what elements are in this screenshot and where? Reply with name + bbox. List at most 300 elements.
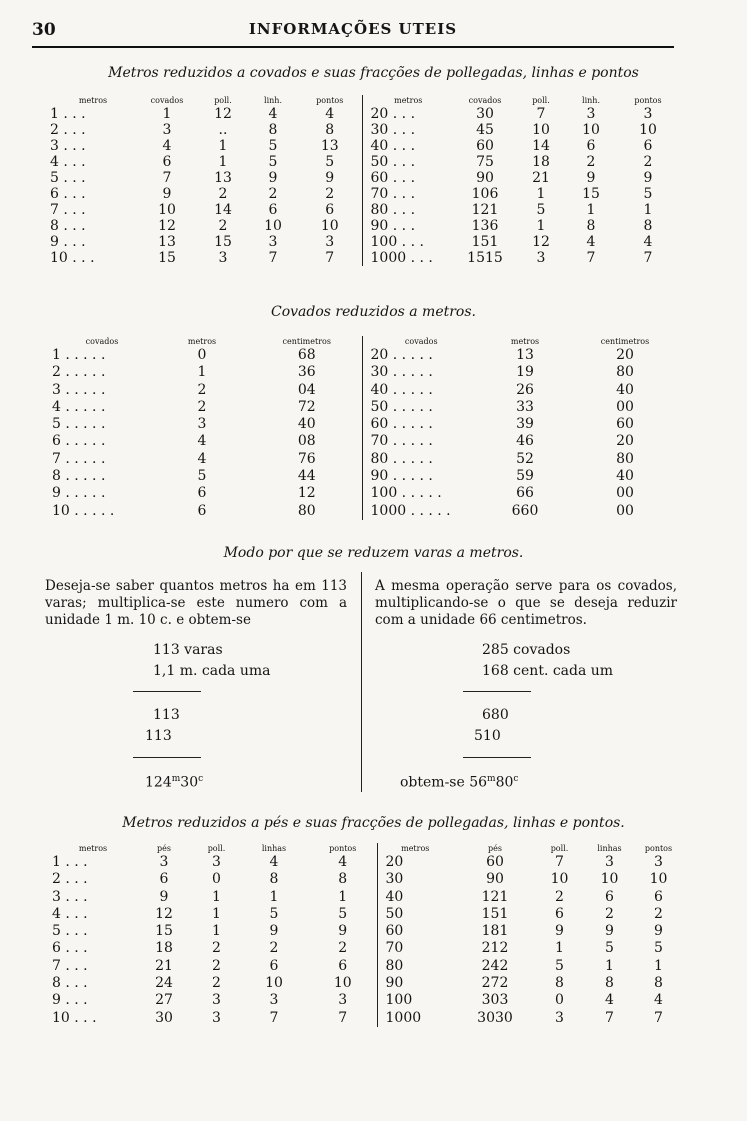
table-cell: 15 (214, 234, 232, 250)
table-cell: 151 (481, 905, 509, 922)
table-cell: 70 . . . (362, 186, 454, 202)
table-cell: 30 . . . (362, 122, 454, 138)
table-cell: 75 (476, 154, 494, 170)
table-cell: 08 (297, 433, 316, 450)
right-result: obtem-se 56$^m$80$^c$ (400, 774, 519, 791)
table-row (52, 433, 680, 450)
table-cell: 100 (377, 992, 453, 1009)
table-cell: 181 (481, 923, 509, 940)
table-cell: 1 (212, 905, 221, 922)
table-cell: 6 . . . (50, 186, 86, 202)
table-row (52, 485, 680, 502)
table-cell: 2 (555, 888, 564, 905)
table-cell: 9 (643, 170, 653, 186)
table-cell: 60 . . . (362, 170, 454, 186)
table-cell: 9 (605, 923, 614, 940)
table-cell: 4 (197, 433, 207, 450)
table-cell: 1515 (467, 250, 503, 266)
table-cell: 40 (297, 416, 316, 433)
table-cell: 4 (586, 234, 596, 250)
table-cell: .. (218, 122, 228, 138)
column-header: poll. (207, 844, 226, 853)
table-cell: 3 . . . (50, 138, 86, 154)
table-cell: 36 (297, 364, 316, 381)
table-cell: 8 (643, 218, 653, 234)
table-cell: 1000 (377, 1010, 453, 1027)
table-row (52, 871, 680, 888)
table-cell: 0 (197, 347, 207, 363)
table-cell: 46 (516, 433, 534, 450)
table-row (52, 906, 680, 923)
table-cell: 10 (600, 871, 619, 888)
table-cell: 5 . . . (50, 170, 86, 186)
table-cell: 10 (320, 218, 339, 234)
table-cell: 1 (269, 888, 279, 905)
table-cell: 5 (654, 940, 663, 957)
table-cell: 72 (297, 398, 316, 415)
table-cell: 2 (197, 398, 207, 415)
table-cell: 4 . . . (50, 154, 86, 170)
table-cell: 4 (269, 854, 279, 870)
table-cell: 212 (481, 940, 509, 957)
column-header: linhas (597, 844, 622, 853)
table-cell: 2 (325, 186, 335, 202)
column-header: pontos (329, 844, 357, 853)
table-row (52, 889, 680, 906)
table-cell: 90 (377, 975, 453, 992)
table-cell: 5 (338, 905, 348, 922)
table-cell: 2 (212, 957, 221, 974)
table-cell: 7 (643, 250, 653, 266)
table-cell: 1 (212, 923, 221, 940)
table-cell: 2 . . . . . (52, 364, 106, 381)
table-cell: 0 (212, 871, 221, 888)
table-cell: 40 (616, 468, 634, 485)
table-cell: 1 (555, 940, 564, 957)
table-cell: 30 (377, 871, 453, 888)
table-cell: 40 . . . . . (362, 382, 480, 399)
table-cell: 3030 (477, 1009, 513, 1026)
table-cell: 80 (377, 958, 453, 975)
table-cell: 80 (616, 364, 634, 381)
table-row (52, 347, 680, 364)
table-cell: 12 (155, 905, 173, 922)
table-cell: 5 (605, 940, 614, 957)
table-cell: 39 (516, 416, 534, 433)
metros-pes-table (52, 843, 680, 1027)
table-cell: 19 (516, 364, 534, 381)
table-cell: 60 (476, 138, 494, 154)
column-header: pontos (644, 844, 673, 853)
modo-title: Modo por que se reduzem varas a metros. (223, 545, 524, 561)
table-cell: 10 (582, 122, 600, 138)
table-cell: 10 (639, 122, 657, 138)
table-cell: 7 (338, 1009, 348, 1026)
column-header: poll. (214, 96, 232, 105)
table-cell: 40 (377, 889, 453, 906)
table-cell: 7 (555, 854, 564, 870)
table-cell: 121 (481, 888, 509, 905)
left-calc-line-1: 113 varas (153, 642, 223, 658)
table-cell: 2 (605, 905, 614, 922)
table-cell: 15 (582, 186, 600, 202)
table-cell: 4 (338, 854, 348, 870)
table-cell: 8 (654, 975, 663, 992)
table-row (52, 364, 680, 381)
table-cell: 3 (197, 416, 207, 433)
table-cell: 7 (325, 250, 335, 266)
column-header: pés (488, 844, 502, 853)
table-cell: 21 (155, 957, 173, 974)
column-header: linh. (582, 96, 600, 105)
table-row (50, 186, 680, 202)
table-cell: 3 (605, 854, 614, 870)
table-cell: 10 (158, 202, 176, 218)
table-cell: 9 (555, 923, 564, 940)
table-cell: 3 (268, 234, 278, 250)
table-cell: 4 . . . . . (52, 398, 106, 415)
table-cell: 1 (586, 202, 596, 218)
table-cell: 2 (212, 940, 221, 957)
table-cell: 30 . . . . . (362, 364, 480, 381)
table-cell: 50 (377, 906, 453, 923)
table-cell: 12 (158, 218, 176, 234)
table-row (50, 170, 680, 186)
table-cell: 40 . . . (362, 138, 454, 154)
table-cell: 4 (197, 450, 207, 467)
table-cell: 9 . . . (50, 234, 86, 250)
table-cell: 5 (325, 154, 335, 170)
table-cell: 6 (586, 138, 596, 154)
column-header: pontos (634, 96, 662, 105)
table-row (52, 503, 680, 520)
table-cell: 2 (586, 154, 596, 170)
right-rule-1 (463, 691, 531, 692)
table-row (50, 138, 680, 154)
table-cell: 4 . . . (52, 905, 88, 922)
table-cell: 4 (268, 106, 278, 122)
table-cell: 52 (516, 450, 534, 467)
table-cell: 80 . . . (362, 202, 454, 218)
table-cell: 1 (162, 106, 172, 122)
table-cell: 20 (616, 347, 634, 363)
table-cell: 59 (516, 468, 534, 485)
table-cell: 5 . . . . . (52, 416, 106, 433)
table-row (50, 234, 680, 250)
table-cell: 14 (532, 138, 550, 154)
table-cell: 8 . . . (52, 975, 88, 992)
table-cell: 3 (269, 992, 279, 1009)
table-cell: 3 . . . (52, 888, 88, 905)
table-cell: 15 (155, 923, 173, 940)
column-header: linh. (264, 96, 282, 105)
column-header: pontos (316, 96, 344, 105)
table-cell: 8 (269, 871, 279, 888)
table-cell: 18 (532, 154, 550, 170)
table-cell: 60 (616, 416, 634, 433)
table-cell: 5 (536, 202, 546, 218)
table-cell: 6 (555, 905, 564, 922)
table-cell: 9 (269, 923, 279, 940)
table-cell: 10 . . . . . (52, 502, 115, 519)
table-cell: 3 (218, 250, 228, 266)
table-cell: 121 (471, 202, 499, 218)
table-cell: 80 (297, 502, 316, 519)
table-cell: 6 (162, 154, 172, 170)
table-cell: 10 (550, 871, 569, 888)
table-cell: 20 (616, 433, 634, 450)
table-row (52, 940, 680, 957)
table-cell: 3 (654, 854, 663, 870)
table-cell: 1 (212, 888, 221, 905)
running-title: INFORMAÇÕES UTEIS (248, 20, 458, 38)
table-cell: 4 (162, 138, 172, 154)
table-cell: 2 . . . (52, 871, 88, 888)
table-cell: 2 (197, 381, 207, 398)
table-cell: 10 (532, 122, 550, 138)
table3-title: Metros reduzidos a pés e suas fracções de pollegadas, linhas e pontos. (122, 815, 625, 831)
table-cell: 9 (268, 170, 278, 186)
column-header: covados (85, 337, 119, 346)
table-cell: 303 (481, 992, 509, 1009)
table-cell: 5 . . . (52, 923, 88, 940)
table-cell: 4 (654, 992, 663, 1009)
table-cell: 9 (162, 186, 172, 202)
table-cell: 3 (555, 1009, 564, 1026)
table-cell: 7 (162, 170, 172, 186)
table-cell: 90 (486, 871, 504, 888)
table-cell: 00 (616, 398, 634, 415)
right-calc-line-3: 680 (482, 707, 509, 723)
table2-title: Covados reduzidos a metros. (271, 304, 476, 320)
table-cell: 10 . . . (50, 250, 95, 266)
table-cell: 5 (643, 186, 653, 202)
table-cell: 60 . . . . . (362, 416, 480, 433)
left-paragraph: Deseja-se saber quantos metros ha em 113 varas; multiplica-se este numero com a unidade 1 m. 10 c. e obtem-se (45, 578, 347, 628)
table-cell: 7 (268, 250, 278, 266)
table-row (52, 958, 680, 975)
table-cell: 80 . . . . . (362, 451, 480, 468)
table-cell: 26 (516, 381, 534, 398)
table-cell: 3 (586, 106, 596, 122)
table-cell: 68 (297, 347, 316, 363)
table-row (52, 416, 680, 433)
table-cell: 6 . . . . . (52, 433, 106, 450)
table-cell: 24 (155, 975, 173, 992)
table-cell: 90 . . . (362, 218, 454, 234)
table-cell: 10 . . . (52, 1009, 97, 1026)
table-cell: 3 (643, 106, 653, 122)
table-cell: 2 (212, 975, 221, 992)
table-cell: 15 (158, 250, 176, 266)
table-row (50, 122, 680, 138)
table-cell: 8 (268, 122, 278, 138)
table-cell: 3 (159, 854, 169, 870)
table-cell: 1 (338, 888, 348, 905)
table-cell: 2 . . . (50, 122, 86, 138)
page-header (32, 18, 674, 48)
table-cell: 1 . . . (52, 854, 88, 870)
table-cell: 272 (481, 975, 509, 992)
table-row (52, 468, 680, 485)
table-cell: 76 (297, 450, 316, 467)
page-number: 30 (32, 20, 56, 40)
table-cell: 7 . . . (52, 957, 88, 974)
column-header: covados (468, 96, 502, 105)
table-cell: 66 (516, 485, 534, 502)
table-row (52, 451, 680, 468)
column-header: covados (150, 96, 184, 105)
table-cell: 6 (269, 957, 279, 974)
table-cell: 5 (268, 154, 278, 170)
column-divider (361, 572, 362, 792)
left-rule-1 (133, 691, 201, 692)
table-row (52, 382, 680, 399)
table-cell: 21 (532, 170, 550, 186)
table-row (50, 250, 680, 266)
left-calc-line-4: 113 (145, 728, 172, 744)
table-cell: 106 (471, 186, 499, 202)
table-cell: 3 (212, 992, 221, 1009)
table1-title: Metros reduzidos a covados e suas fracções de pollegadas, linhas e pontos (108, 65, 639, 81)
right-rule-2 (463, 757, 531, 758)
table-cell: 1 (654, 957, 663, 974)
table-cell: 6 . . . (52, 940, 88, 957)
table-cell: 9 (586, 170, 596, 186)
table-cell: 50 . . . (362, 154, 454, 170)
left-calc-line-2: 1,1 m. cada uma (153, 663, 271, 679)
table-cell: 1 . . . (50, 106, 86, 122)
table-cell: 5 (269, 905, 279, 922)
column-header: poll. (532, 96, 550, 105)
table-cell: 44 (297, 468, 316, 485)
table-cell: 14 (214, 202, 232, 218)
right-paragraph: A mesma operação serve para os covados, multiplicando-se o que se deseja reduzir com a unidade 66 centimetros. (375, 578, 677, 628)
table-cell: 50 . . . . . (362, 399, 480, 416)
table-cell: 10 (265, 975, 283, 992)
table-cell: 80 (616, 450, 634, 467)
table-row (50, 154, 680, 170)
table-cell: 9 (325, 170, 335, 186)
table-cell: 33 (516, 398, 534, 415)
table-cell: 7 (536, 106, 546, 122)
table-cell: 1 (536, 186, 546, 202)
table-cell: 151 (471, 234, 499, 250)
table-cell: 9 . . . (52, 992, 88, 1009)
table-row (50, 202, 680, 218)
table-cell: 8 (338, 871, 348, 888)
table-cell: 3 (325, 234, 335, 250)
table-cell: 1 (218, 138, 228, 154)
table-cell: 4 (643, 234, 653, 250)
table-cell: 1 . . . . . (52, 347, 106, 363)
table-cell: 9 (654, 923, 663, 940)
table-cell: 13 (320, 138, 339, 154)
table-cell: 3 (212, 854, 221, 870)
column-header: metros (510, 337, 540, 346)
table-cell: 4 (605, 992, 614, 1009)
table-cell: 6 (325, 202, 335, 218)
table-cell: 00 (616, 502, 634, 519)
table-cell: 660 (511, 502, 539, 519)
right-calc-line-4: 510 (474, 728, 501, 744)
table-cell: 100 . . . (362, 234, 454, 250)
table-cell: 8 (325, 122, 335, 138)
table-cell: 9 (159, 888, 169, 905)
table-cell: 1 (605, 957, 614, 974)
table-cell: 1 (643, 202, 653, 218)
table-row (52, 992, 680, 1009)
table-cell: 2 (654, 905, 663, 922)
table-cell: 20 . . . (362, 106, 454, 122)
table-cell: 27 (155, 992, 173, 1009)
table-cell: 5 (268, 138, 278, 154)
column-header: metros (362, 95, 454, 106)
table-cell: 7 (586, 250, 596, 266)
table-row (52, 1010, 680, 1027)
table-cell: 20 . . . . . (362, 347, 480, 364)
table-cell: 10 (264, 218, 282, 234)
column-header: linhas (261, 844, 287, 853)
table-cell: 04 (297, 381, 316, 398)
table-row (50, 218, 680, 234)
table-cell: 6 (268, 202, 278, 218)
table-row (52, 399, 680, 416)
left-rule-2 (133, 757, 201, 758)
table-cell: 6 (643, 138, 653, 154)
table-cell: 9 . . . . . (52, 485, 106, 502)
column-header: metros (78, 96, 108, 105)
table-cell: 3 (338, 992, 348, 1009)
table-cell: 8 (605, 975, 614, 992)
table-cell: 6 (197, 502, 207, 519)
table-cell: 3 (536, 250, 546, 266)
table-cell: 13 (214, 170, 232, 186)
table-row (52, 854, 680, 871)
table-cell: 5 (555, 957, 564, 974)
table-cell: 2 (269, 940, 279, 957)
table-cell: 13 (158, 234, 176, 250)
table-cell: 8 . . . (50, 218, 86, 234)
table-cell: 12 (297, 485, 316, 502)
table-cell: 2 (268, 186, 278, 202)
table-cell: 2 (218, 186, 228, 202)
table-cell: 12 (532, 234, 550, 250)
table-cell: 2 (338, 940, 348, 957)
column-header: pés (157, 844, 171, 853)
table-cell: 90 (476, 170, 494, 186)
table-cell: 1000 . . . (362, 250, 454, 266)
table-cell: 7 (269, 1009, 279, 1026)
table-cell: 3 (212, 1009, 221, 1026)
column-header: metros (187, 337, 217, 346)
table-row (52, 975, 680, 992)
table-cell: 70 (377, 940, 453, 957)
left-calc-line-3: 113 (153, 707, 180, 723)
right-calc-line-1: 285 covados (482, 642, 571, 658)
column-header: metros (78, 844, 108, 853)
table-cell: 8 (555, 975, 564, 992)
table-cell: 7 (605, 1009, 614, 1026)
table-cell: 7 . . . . . (52, 450, 106, 467)
table-cell: 1 (218, 154, 228, 170)
table-cell: 90 . . . . . (362, 468, 480, 485)
table-cell: 136 (471, 218, 499, 234)
table-cell: 45 (476, 122, 494, 138)
table-cell: 1 (536, 218, 546, 234)
table-cell: 40 (616, 381, 634, 398)
table-cell: 13 (516, 347, 534, 363)
